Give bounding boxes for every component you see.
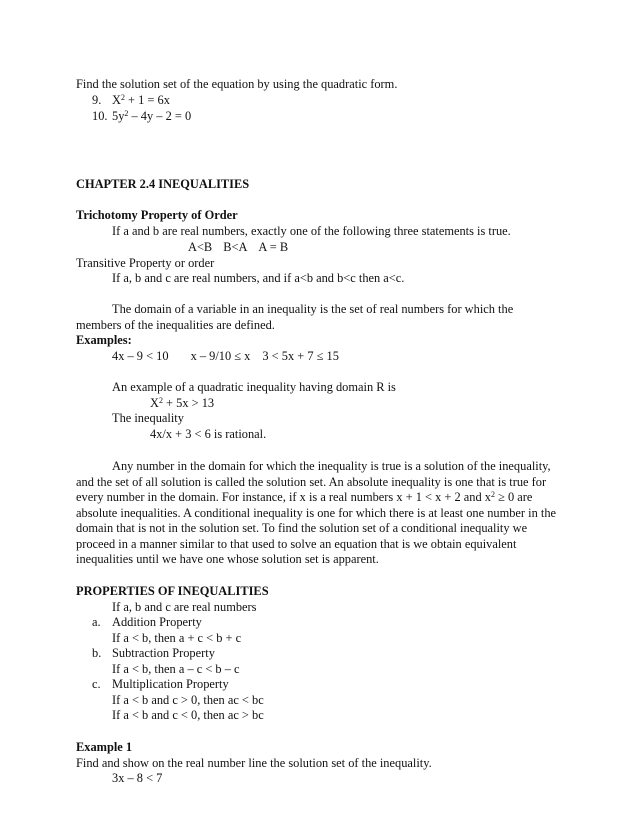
example-expression: 3 < 5x + 7 ≤ 15	[262, 349, 339, 363]
property-rule: If a < b and c > 0, then ac < bc	[112, 693, 264, 707]
solution-line-exponent: 2	[490, 490, 495, 499]
property-rule: If a < b and c < 0, then ac > bc	[112, 708, 264, 722]
quadratic-example-expression	[150, 396, 214, 412]
exercise-number: 10.	[92, 109, 108, 123]
property-rule: If a < b, then a + c < b + c	[112, 631, 242, 645]
exercise-intro: Find the solution set of the equation by using the quadratic form.	[76, 77, 398, 91]
exercise-number: 9.	[92, 93, 102, 107]
solution-paragraph-line: inequalities until we have one whose solution set is apparent.	[76, 552, 379, 566]
solution-line-text: ≥ 0 are	[494, 490, 533, 504]
exercise-exponent: 2	[120, 93, 125, 102]
quadratic-rhs: + 5x > 13	[162, 396, 215, 410]
property-rule: If a < b, then a – c < b – c	[112, 662, 240, 676]
property-item	[92, 646, 215, 662]
solution-paragraph-line: and the set of all solution is called the solution set. An absolute inequality is one that is true for	[76, 475, 547, 489]
exercise-lhs: 5y	[112, 109, 125, 123]
exercise-rhs: – 4y – 2 = 0	[128, 109, 192, 123]
properties-heading: PROPERTIES OF INEQUALITIES	[76, 584, 269, 598]
quadratic-exponent: 2	[158, 396, 163, 405]
domain-paragraph-line: members of the inequalities are defined.	[76, 318, 275, 332]
trichotomy-case: A = B	[258, 240, 289, 254]
exercise-exponent: 2	[124, 109, 129, 118]
quadratic-lhs: X	[150, 396, 159, 410]
example-expression: x – 9/10 ≤ x	[190, 349, 251, 363]
trichotomy-case: A<B	[188, 240, 213, 254]
properties-intro: If a, b and c are real numbers	[112, 600, 257, 614]
rational-inequality-expression: 4x/x + 3 < 6 is rational.	[150, 427, 267, 441]
solution-line-text: every number in the domain. For instance, if x is a real numbers x + 1 < x + 2 and x	[76, 490, 491, 504]
exercise-rhs: + 1 = 6x	[124, 93, 170, 107]
property-name: Addition Property	[112, 615, 202, 629]
property-name: Multiplication Property	[112, 677, 229, 691]
property-item	[92, 677, 229, 693]
solution-paragraph-line	[76, 490, 532, 506]
solution-paragraph-line: proceed in a manner similar to that used to solve an equation that is we obtain equivalent	[76, 537, 517, 551]
solution-paragraph-line: absolute inequalities. A conditional inequality is one for which there is at least one number in the	[76, 506, 557, 520]
quadratic-example-intro: An example of a quadratic inequality having domain R is	[112, 380, 396, 394]
property-letter: b.	[92, 646, 102, 660]
trichotomy-case: B<A	[223, 240, 248, 254]
property-name: Subtraction Property	[112, 646, 215, 660]
example1-statement: Find and show on the real number line the solution set of the inequality.	[76, 756, 432, 770]
examples-list	[112, 349, 339, 365]
chapter-title: CHAPTER 2.4 INEQUALITIES	[76, 177, 250, 191]
exercise-item	[92, 109, 191, 125]
property-item	[92, 615, 202, 631]
trichotomy-statement: If a and b are real numbers, exactly one of the following three statements is true.	[112, 224, 511, 238]
domain-paragraph-line: The domain of a variable in an inequality is the set of real numbers for which the	[112, 302, 514, 316]
example1-heading: Example 1	[76, 740, 133, 754]
trichotomy-heading: Trichotomy Property of Order	[76, 208, 238, 222]
property-letter: a.	[92, 615, 101, 629]
example-expression: 4x – 9 < 10	[112, 349, 169, 363]
exercise-item	[92, 93, 170, 109]
solution-paragraph-line: domain that is not in the solution set. To find the solution set of a conditional inequality we	[76, 521, 528, 535]
exercise-lhs: X	[112, 93, 121, 107]
transitive-heading: Transitive Property or order	[76, 256, 215, 270]
solution-paragraph-line: Any number in the domain for which the inequality is true is a solution of the inequality,	[112, 459, 551, 473]
property-letter: c.	[92, 677, 101, 691]
trichotomy-cases	[188, 240, 288, 256]
inequality-intro: The inequality	[112, 411, 184, 425]
example1-expression: 3x – 8 < 7	[112, 771, 163, 785]
examples-heading: Examples:	[76, 333, 132, 347]
transitive-statement: If a, b and c are real numbers, and if a<b and b<c then a<c.	[112, 271, 405, 285]
